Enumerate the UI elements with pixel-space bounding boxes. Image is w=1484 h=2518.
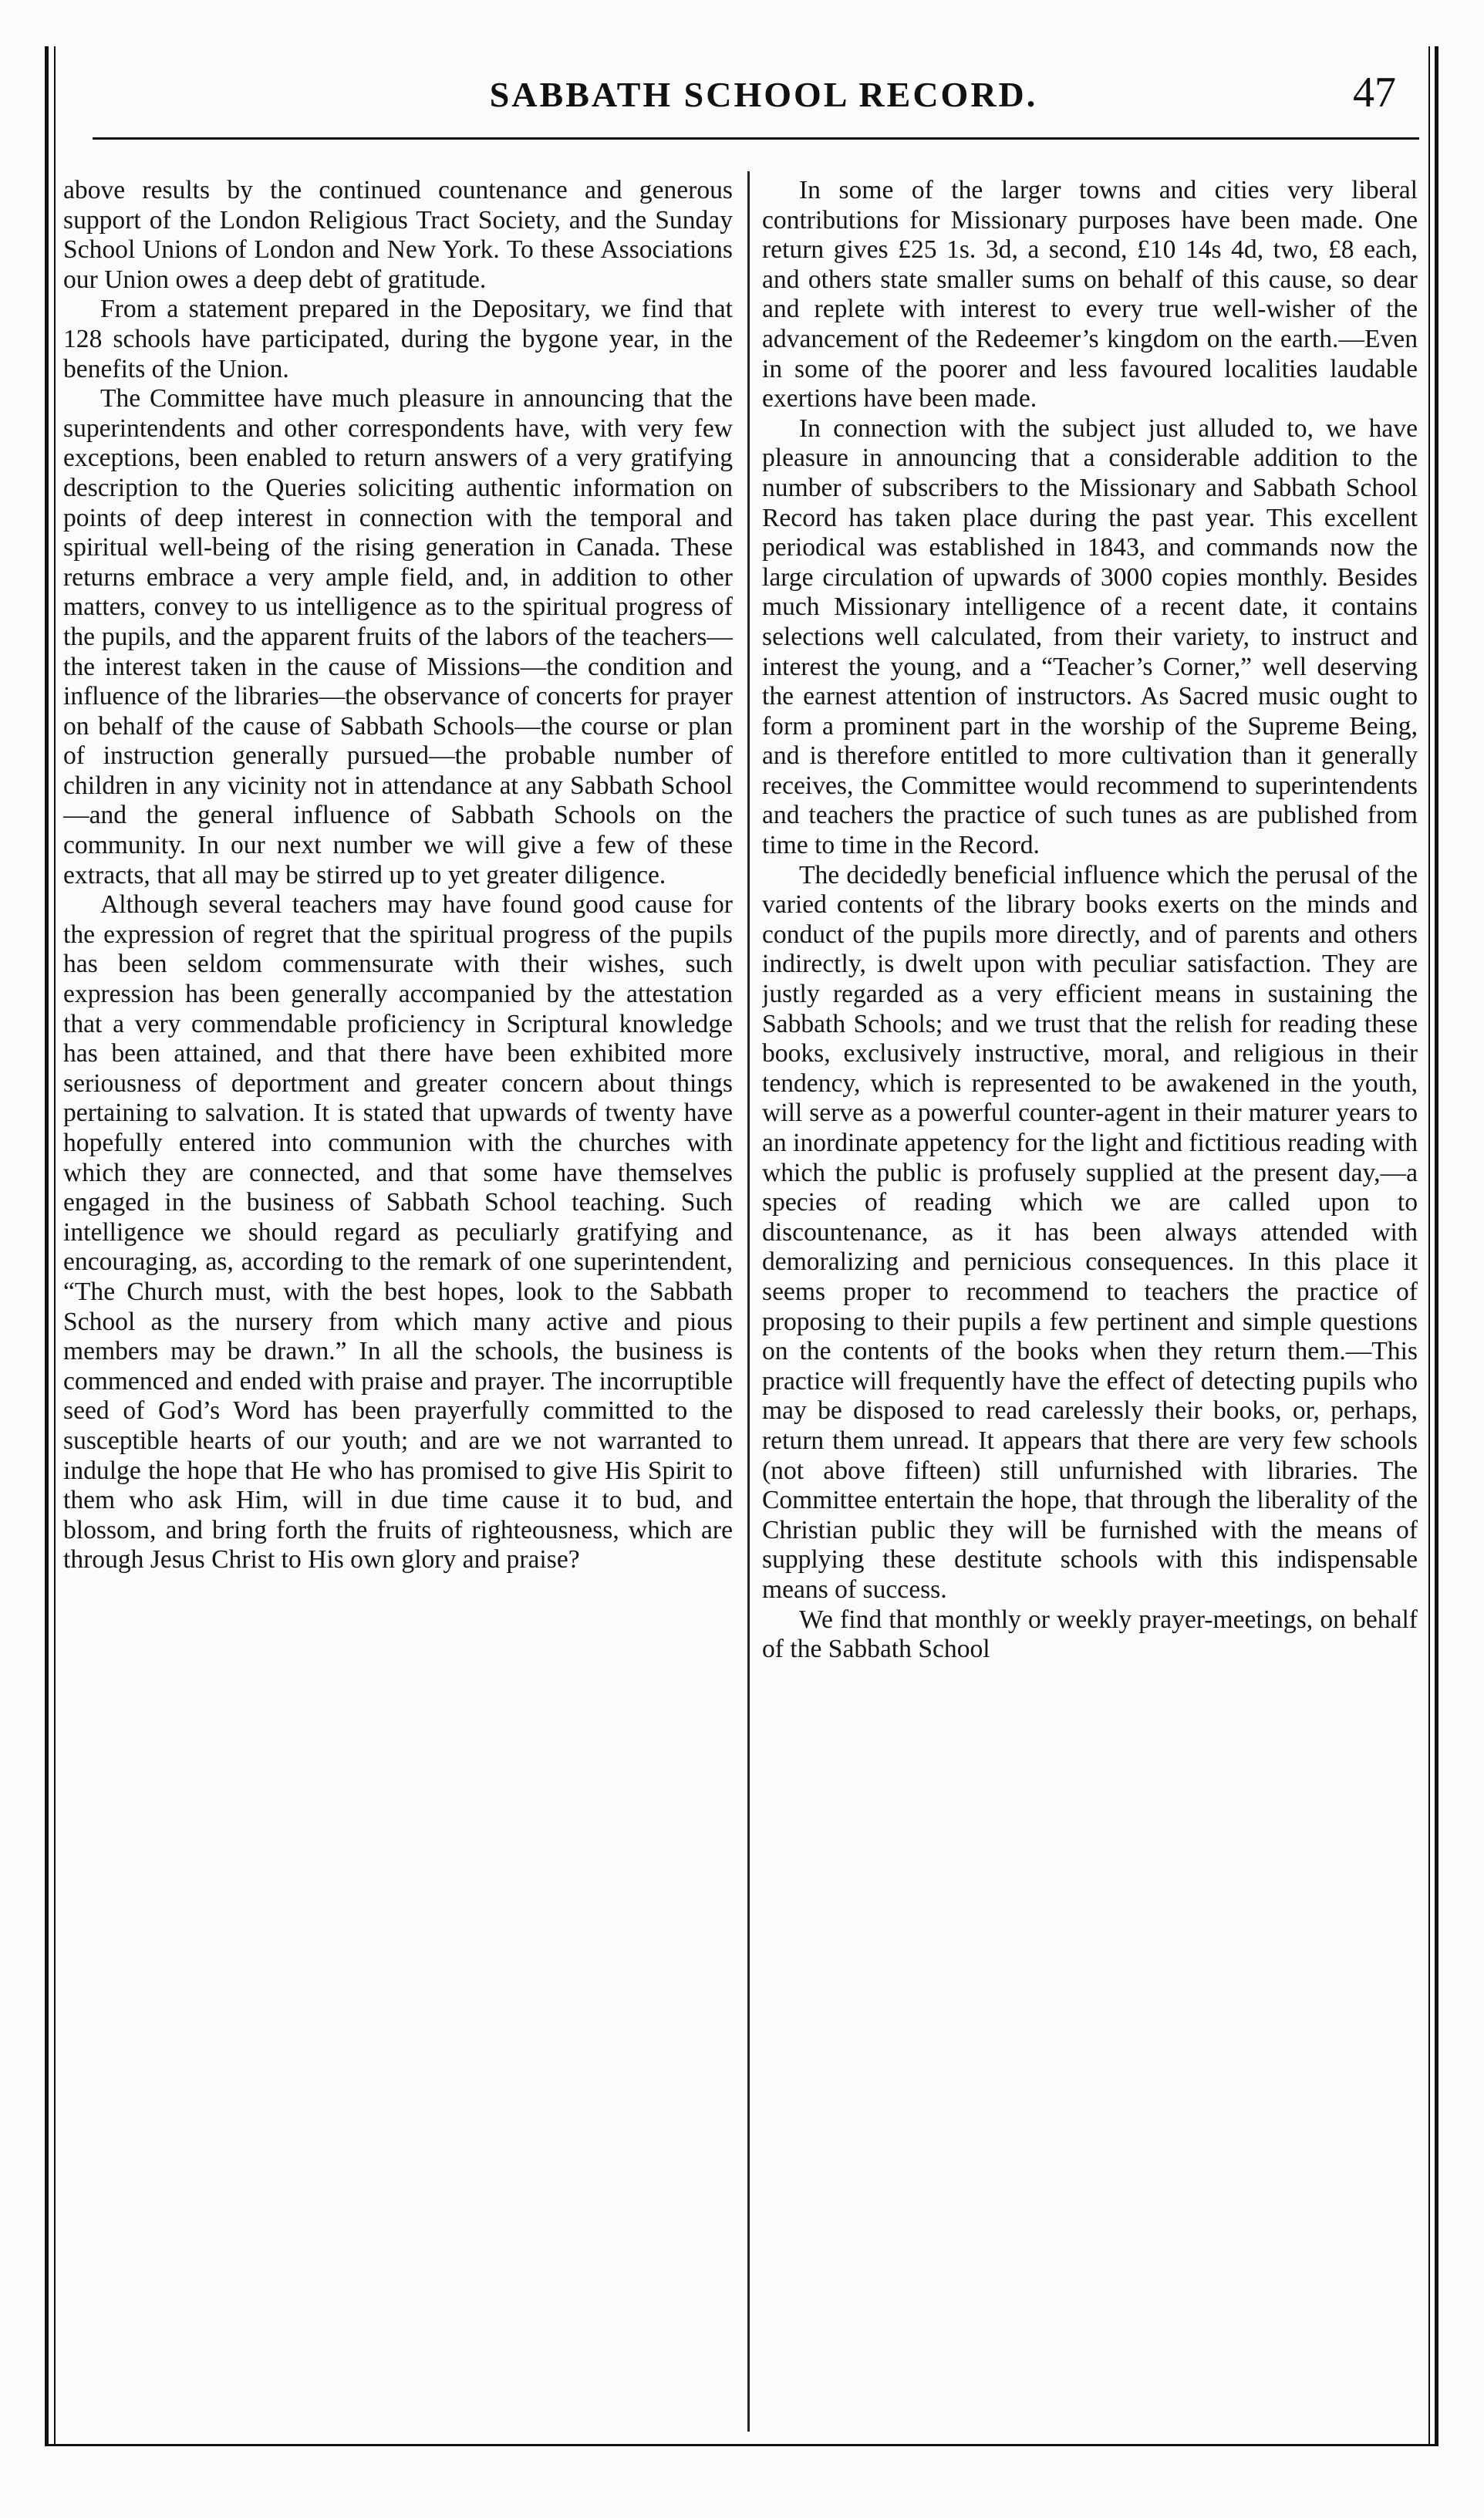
frame-bottom bbox=[45, 2444, 1438, 2446]
column-divider bbox=[747, 171, 750, 2432]
paragraph: above results by the continued countenance and generous support of the London Religious Tract Society, and the Sunday School Unions of London and New York. To these Associations our Union owes a deep debt of gratitude. bbox=[63, 176, 733, 294]
left-column bbox=[63, 176, 733, 2429]
page-header bbox=[93, 68, 1419, 137]
header-rule bbox=[93, 137, 1419, 140]
paragraph: We find that monthly or weekly prayer-meetings, on behalf of the Sabbath School bbox=[762, 1605, 1418, 1664]
frame-left-inner bbox=[54, 46, 56, 2445]
paragraph: Although several teachers may have found good cause for the expression of regret that the spiritual progress of the pupils has been seldom commensurate with their wishes, such expression has been generally accompanied by the attestation that a very commendable proficiency in Scriptural knowledge has been attained, and that there have been exhibited more seriousness of deportment and greater concern about things pertaining to salvation. It is stated that upwards of twenty have hopefully entered into communion with the churches with which they are connected, and that some have themselves engaged in the business of Sabbath School teaching. Such intelligence we should regard as peculiarly gratifying and encouraging, as, according to the remark of one superintendent, “The Church must, with the best hopes, look to the Sabbath School as the nursery from which many active and pious members may be drawn.” In all the schools, the business is commenced and ended with praise and prayer. The incorruptible seed of God’s Word has been prayerfully committed to the susceptible hearts of our youth; and are we not warranted to indulge the hope that He who has promised to give His Spirit to them who ask Him, will in due time cause it to bud, and blossom, and bring forth the fruits of righteousness, which are through Jesus Christ to His own glory and praise? bbox=[63, 890, 733, 1575]
frame-right-outer bbox=[1435, 46, 1438, 2445]
frame-left-outer bbox=[45, 46, 49, 2445]
paragraph: In connection with the subject just alluded to, we have pleasure in announcing that a considerable addition to the number of subscribers to the Missionary and Sabbath School Record has taken place during the past year. This excellent periodical was established in 1843, and commands now the large circulation of upwards of 3000 copies monthly. Besides much Missionary intelligence of a recent date, it contains selections well calculated, from their variety, to instruct and interest the young, and a “Teacher’s Corner,” well deserving the earnest attention of instructors. As Sacred music ought to form a prominent part in the worship of the Supreme Being, and is therefore entitled to more cultivation than it generally receives, the Committee would recommend to superintendents and teachers the practice of such tunes as are published from time to time in the Record. bbox=[762, 413, 1418, 860]
right-column bbox=[762, 176, 1418, 2429]
paragraph: From a statement prepared in the Depositary, we find that 128 schools have participated, during the bygone year, in the benefits of the Union. bbox=[63, 295, 733, 383]
paragraph: In some of the larger towns and cities very liberal contributions for Missionary purposes have been made. One return gives £25 1s. 3d, a second, £10 14s 4d, two, £8 each, and others state smaller sums on behalf of this cause, so dear and replete with interest to every true well-wisher of the advancement of the Redeemer’s kingdom on the earth.—Even in some of the poorer and less favoured localities laudable exertions have been made. bbox=[762, 176, 1418, 413]
page-number: 47 bbox=[1353, 69, 1396, 116]
paragraph: The Committee have much pleasure in announcing that the superintendents and other correspondents have, with very few exceptions, been enabled to return answers of a very gratifying description to the Queries soliciting authentic information on points of deep interest in connection with the temporal and spiritual well-being of the rising generation in Canada. These returns embrace a very ample field, and, in addition to other matters, convey to us intelligence as to the spiritual progress of the pupils, and the apparent fruits of the labors of the teachers—the interest taken in the cause of Missions—the condition and influence of the libraries—the observance of concerts for prayer on behalf of the cause of Sabbath Schools—the course or plan of instruction generally pursued—the probable number of children in any vicinity not in attendance at any Sabbath School—and the general influence of Sabbath Schools on the community. In our next number we will give a few of these extracts, that all may be stirred up to yet greater diligence. bbox=[63, 384, 733, 889]
paragraph: The decidedly beneficial influence which the perusal of the varied contents of the library books exerts on the minds and conduct of the pupils more directly, and of parents and others indirectly, is dwelt upon with peculiar satisfaction. They are justly regarded as a very efficient means in sustaining the Sabbath Schools; and we trust that the relish for reading these books, exclusively instructive, moral, and religious in their tendency, which is represented to be awakened in the youth, will serve as a powerful counter-agent in their maturer years to an inordinate appetency for the light and fictitious reading with which the public is profusely supplied at the present day,—a species of reading which we are called upon to discountenance, as it has been always attended with demoralizing and pernicious consequences. In this place it seems proper to recommend to teachers the practice of proposing to their pupils a few pertinent and simple questions on the contents of the books when they return them.—This practice will frequently have the effect of detecting pupils who may be disposed to read carelessly their books, or, perhaps, return them unread. It appears that there are very few schools (not above fifteen) still unfurnished with libraries. The Committee entertain the hope, that through the liberality of the Christian public they will be furnished with the means of supplying these destitute schools with this indispensable means of success. bbox=[762, 860, 1418, 1604]
running-title: SABBATH SCHOOL RECORD. bbox=[489, 75, 1038, 114]
frame-right-inner bbox=[1428, 46, 1430, 2445]
